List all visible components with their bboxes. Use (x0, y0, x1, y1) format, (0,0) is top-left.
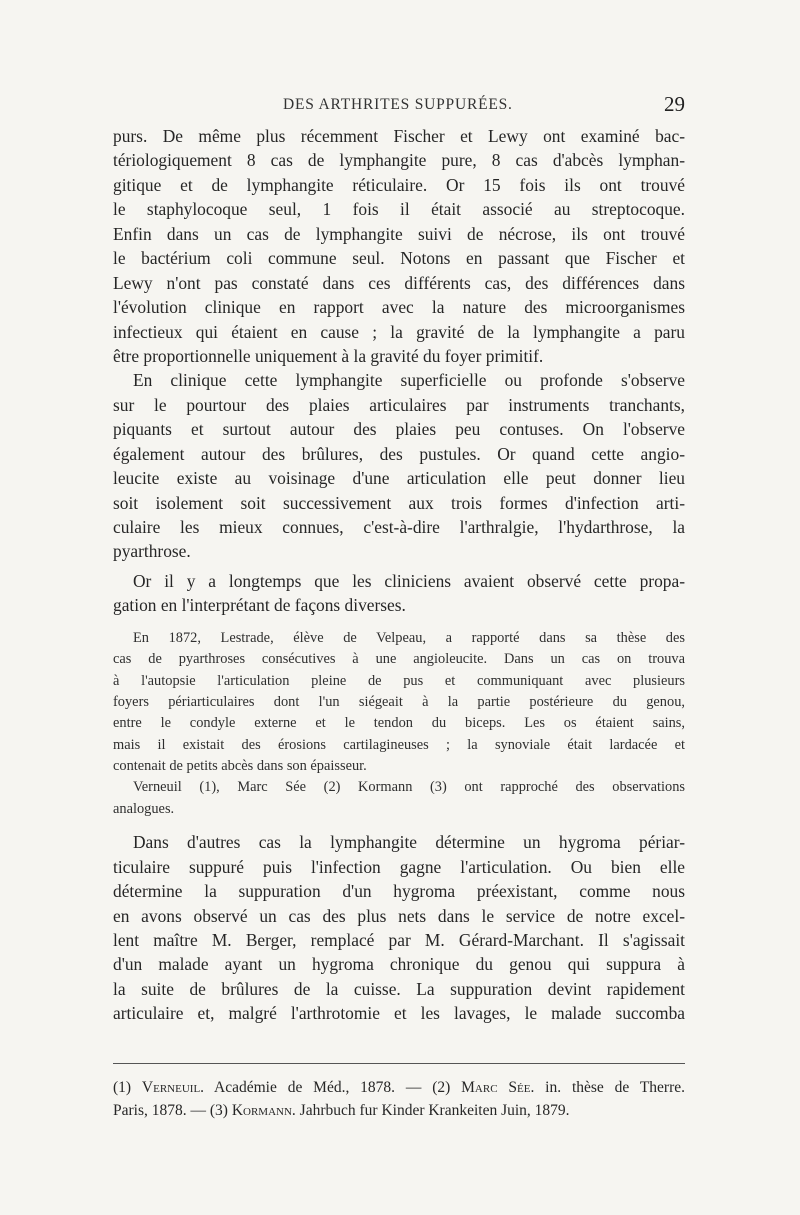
text-line: d'un malade ayant un hygroma chronique du genou qui suppura à (113, 954, 685, 975)
text-line: piquants et surtout autour des plaies peu contuses. On l'observe (113, 419, 685, 440)
text-line: analogues. (113, 800, 175, 817)
text-line: En clinique cette lymphangite superficielle ou profonde s'observe (133, 370, 685, 391)
main-text (113, 124, 685, 1026)
text-line: lent maître M. Berger, remplacé par M. Gérard-Marchant. Il s'agissait (113, 930, 685, 951)
text-line: gation en l'interprétant de façons diverses. (113, 595, 406, 616)
author-name: Verneuil (141, 1079, 201, 1096)
text-line: à l'autopsie l'articulation pleine de pus et communiquant avec plusieurs (113, 672, 685, 689)
text-line: Verneuil (1), Marc Sée (2) Kormann (3) ont rapproché des observations (133, 779, 685, 796)
text-line: entre le condyle externe et le tendon du biceps. Les os étaient sains, (113, 715, 685, 732)
paragraph-4-small (113, 628, 685, 778)
text-line: infectieux qui étaient en cause ; la gravité de la lymphangite a paru (113, 321, 685, 342)
footnotes (113, 1076, 685, 1122)
text-line: articulaire et, malgré l'arthrotomie et les lavages, le malade succomba (113, 1003, 685, 1024)
text-line: la suite de brûlures de la cuisse. La suppuration devint rapidement (113, 978, 685, 999)
text-line: En 1872, Lestrade, élève de Velpeau, a rapporté dans sa thèse des (133, 629, 685, 646)
text-line: culaire les mieux connues, c'est-à-dire l'arthralgie, l'hydarthrose, la (113, 517, 685, 537)
text-line: le staphylocoque seul, 1 fois il était associé au streptocoque. (113, 199, 685, 220)
text-line: Or il y a longtemps que les cliniciens avaient observé cette propa- (133, 570, 685, 591)
text-line: également autour des brûlures, des pustules. Or quand cette angio- (113, 443, 685, 464)
text-line: l'évolution clinique en rapport avec la nature des microorganismes (113, 297, 685, 318)
footnote-line-1: (1) Verneuil. Académie de Méd., 1878. — (2) Marc Sée. in. thèse de Therre. (113, 1079, 685, 1096)
text-line: Dans d'autres cas la lymphangite détermine un hygroma périar- (133, 832, 685, 853)
author-name: Marc Sée (461, 1079, 531, 1096)
paragraph-5-small (113, 777, 685, 820)
footnote-rule (113, 1063, 685, 1064)
paragraph-1 (113, 124, 685, 368)
text-line: cas de pyarthroses consécutives à une angioleucite. Dans un cas on trouva (113, 651, 685, 668)
paragraph-3 (113, 569, 685, 618)
text-line: ticulaire suppuré puis l'infection gagne l'articulation. Ou bien elle (113, 856, 685, 877)
author-name: Kormann (231, 1102, 292, 1119)
running-title: DES ARTHRITES SUPPURÉES. (283, 96, 513, 113)
paragraph-6 (113, 830, 685, 1026)
text-line: en avons observé un cas des plus nets dans le service de notre excel- (113, 905, 685, 926)
text-line: tériologiquement 8 cas de lymphangite pure, 8 cas d'abcès lymphan- (113, 150, 685, 171)
text-line: foyers périarticulaires dont l'un siégeait à la partie postérieure du genou, (113, 693, 685, 710)
text-line: Enfin dans un cas de lymphangite suivi de nécrose, ils ont trouvé (113, 223, 685, 244)
text-line: purs. De même plus récemment Fischer et Lewy ont examiné bac- (113, 126, 685, 146)
page-number: 29 (664, 92, 685, 116)
text-line: être proportionnelle uniquement à la gravité du foyer primitif. (113, 345, 544, 366)
running-header (113, 92, 685, 122)
paragraph-2 (113, 368, 685, 564)
text-line: le bactérium coli commune seul. Notons en passant que Fischer et (113, 248, 685, 269)
text-line: pyarthrose. (113, 541, 191, 562)
text-line: mais il existait des érosions cartilagineuses ; la synoviale était lardacée et (113, 736, 685, 753)
text-line: Lewy n'ont pas constaté dans ces différents cas, des différences dans (113, 272, 685, 293)
footnote-line-2: Paris, 1878. — (3) Kormann. Jahrbuch fur Kinder Krankeiten Juin, 1879. (113, 1102, 570, 1119)
text-line: gitique et de lymphangite réticulaire. Or 15 fois ils ont trouvé (113, 174, 685, 195)
text-line: soit isolement soit successivement aux trois formes d'infection arti- (113, 492, 685, 513)
text-line: contenait de petits abcès dans son épaisseur. (113, 758, 367, 775)
text-line: sur le pourtour des plaies articulaires par instruments tranchants, (113, 394, 685, 415)
text-line: leucite existe au voisinage d'une articulation elle peut donner lieu (113, 468, 685, 489)
text-line: détermine la suppuration d'un hygroma préexistant, comme nous (113, 881, 685, 902)
